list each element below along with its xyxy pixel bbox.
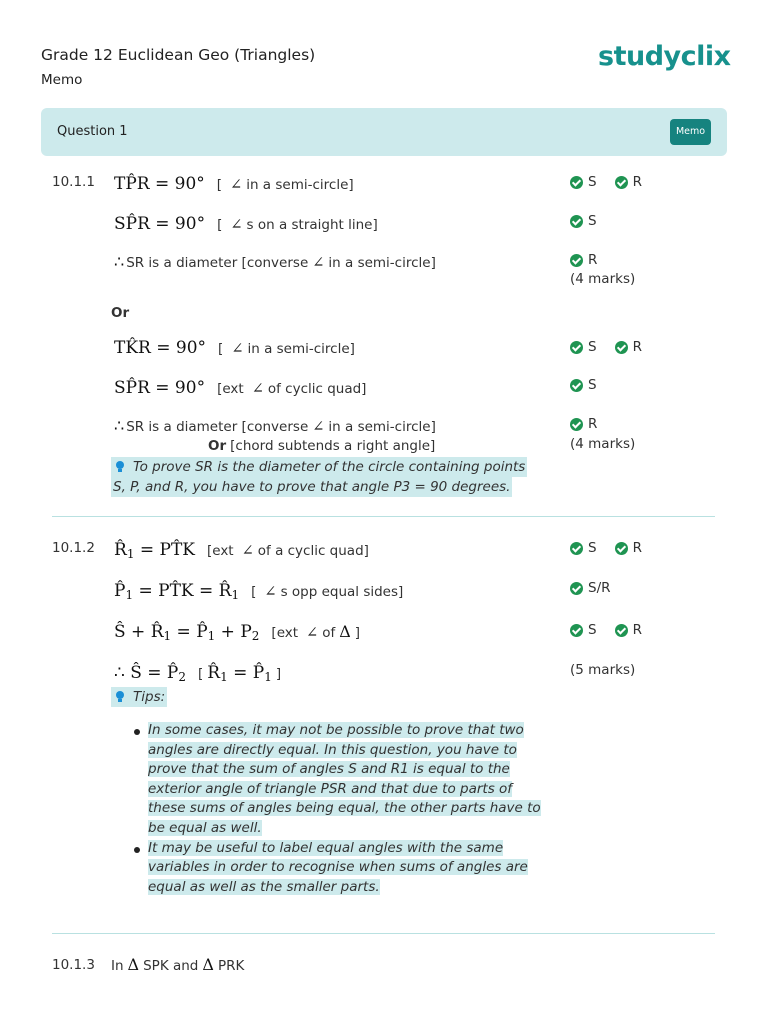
angle-icon: ∠ [312, 419, 325, 435]
mark-label: R [632, 174, 642, 190]
mark-label: S [588, 540, 597, 556]
check-icon [615, 624, 628, 637]
check-icon [570, 254, 583, 267]
tips-list [148, 721, 548, 897]
proof-line [114, 622, 360, 642]
marks [570, 213, 597, 229]
proof-line [114, 338, 355, 358]
reason-text: s on a straight line] [246, 217, 378, 233]
reason-text: in a semi-circle] [246, 177, 354, 193]
bracket: [ext [206, 543, 234, 559]
reason-text: of [322, 625, 336, 641]
statement-text: PRK [217, 958, 245, 974]
document-subtitle: Memo [41, 72, 83, 88]
mark-label: S [588, 174, 597, 190]
question-number-10-1-1: 10.1.1 [52, 174, 95, 190]
mark-label: S [588, 622, 597, 638]
reason-text: in a semi-circle] [328, 255, 436, 271]
proof-line [114, 252, 436, 271]
angle-icon: ∠ [251, 381, 264, 397]
math-expression: R̂1 = P̂1 [207, 663, 272, 684]
document-title: Grade 12 Euclidean Geo (Triangles) [41, 46, 316, 64]
check-icon [570, 624, 583, 637]
lightbulb-icon [113, 459, 127, 473]
triangle-icon: Δ [339, 622, 351, 641]
proof-line [111, 955, 244, 974]
angle-icon: ∠ [306, 625, 319, 641]
therefore-icon: ∴ [114, 252, 125, 271]
section-divider [52, 516, 715, 517]
proof-line [114, 378, 366, 398]
proof-line [114, 174, 354, 194]
mark-label: R [632, 339, 642, 355]
brand-logo[interactable]: studyclix [598, 41, 731, 72]
mark-label: R [588, 252, 598, 268]
mark-label: R [632, 622, 642, 638]
triangle-icon: Δ [202, 955, 214, 974]
bullet-icon [134, 729, 140, 735]
math-expression: P̂1 = PT̂K = R̂1 [114, 581, 240, 602]
therefore-icon: ∴ [114, 416, 125, 435]
tip-box [111, 457, 527, 477]
angle-icon: ∠ [230, 217, 243, 233]
marks [570, 540, 642, 556]
math-expression: ∴ Ŝ = P̂2 [114, 663, 186, 684]
proof-line [114, 663, 281, 683]
reason-text: [chord subtends a right angle] [230, 438, 436, 454]
tip-text: To prove SR is the diameter of the circle containing points [133, 459, 526, 475]
mark-label: S [588, 339, 597, 355]
bracket: [ [198, 666, 204, 682]
tip-text: It may be useful to label equal angles with the same variables in order to recognise when sums of angles are equal as well as the smaller parts. [148, 839, 528, 895]
check-icon [570, 582, 583, 595]
tip-box [111, 477, 512, 497]
reason-text: of a cyclic quad] [257, 543, 369, 559]
reason-text: s opp equal sides] [280, 584, 404, 600]
marks [570, 339, 642, 355]
check-icon [615, 542, 628, 555]
math-expression: SP̂R = 90° [114, 214, 206, 234]
bracket: [ [218, 341, 224, 357]
mark-label: S [588, 377, 597, 393]
bullet-icon [134, 847, 140, 853]
question-number-10-1-2: 10.1.2 [52, 540, 95, 556]
bracket: [ [216, 177, 223, 193]
reason-text: in a semi-circle] [247, 341, 355, 357]
math-expression: TK̂R = 90° [114, 338, 207, 358]
angle-icon: ∠ [312, 255, 325, 271]
question-header-bar [41, 108, 727, 156]
angle-icon: ∠ [231, 341, 244, 357]
proof-line [114, 416, 436, 435]
math-expression: R̂1 = PT̂K [114, 540, 195, 561]
check-icon [615, 341, 628, 354]
math-expression: TP̂R = 90° [114, 174, 205, 194]
bracket: [ [217, 217, 223, 233]
check-icon [570, 418, 583, 431]
marks-total: (4 marks) [570, 271, 636, 287]
bracket: [ [251, 584, 257, 600]
marks-total: (4 marks) [570, 436, 636, 452]
check-icon [570, 215, 583, 228]
tips-label: Tips: [133, 689, 166, 705]
marks [570, 174, 642, 190]
list-item [148, 721, 548, 839]
marks-total: (5 marks) [570, 662, 636, 678]
mark-label: R [632, 540, 642, 556]
question-number-10-1-3: 10.1.3 [52, 957, 95, 973]
math-expression: Ŝ + R̂1 = P̂1 + P2 [114, 622, 260, 643]
proof-line [208, 438, 435, 454]
statement-text: SPK and [143, 958, 199, 974]
bracket: [ext [271, 625, 299, 641]
reason-text: of cyclic quad] [267, 381, 367, 397]
statement-text: SR is a diameter [converse [126, 419, 309, 435]
angle-icon: ∠ [241, 543, 254, 559]
marks [570, 377, 597, 393]
or-label: Or [111, 305, 130, 321]
marks [570, 580, 611, 596]
check-icon [570, 379, 583, 392]
list-item [148, 839, 548, 898]
mark-label: S [588, 213, 597, 229]
mark-label: S/R [588, 580, 611, 596]
bracket: ] [275, 666, 282, 682]
question-label: Question 1 [57, 124, 128, 139]
check-icon [570, 176, 583, 189]
bracket: ] [354, 625, 361, 641]
marks [570, 622, 642, 638]
tip-text: In some cases, it may not be possible to prove that two angles are directly equal. In this question, you have to prove that the sum of angles S and R1 is equal to the exterior angle of triangle PSR and that due to parts of these sums of angles being equal, the other parts have to be equal as well. [148, 722, 541, 836]
check-icon [570, 341, 583, 354]
marks [570, 416, 597, 432]
tips-label-box [111, 687, 167, 707]
reason-text: in a semi-circle] [328, 419, 436, 435]
or-label: Or [208, 438, 227, 454]
angle-icon: ∠ [264, 584, 277, 600]
section-divider [52, 933, 715, 934]
statement-text: SR is a diameter [converse [126, 255, 309, 271]
proof-line [114, 214, 378, 234]
check-icon [570, 542, 583, 555]
triangle-icon: Δ [127, 955, 140, 974]
statement-text: In [111, 958, 124, 974]
proof-line [114, 540, 369, 560]
lightbulb-icon [113, 689, 127, 703]
mark-label: R [588, 416, 598, 432]
memo-button[interactable]: Memo [670, 119, 711, 145]
math-expression: SP̂R = 90° [114, 378, 206, 398]
marks [570, 252, 597, 268]
tip-text: S, P, and R, you have to prove that angle P3 = 90 degrees. [113, 479, 511, 495]
proof-line [114, 581, 403, 601]
angle-icon: ∠ [230, 177, 243, 193]
bracket: [ext [217, 381, 244, 397]
check-icon [615, 176, 628, 189]
